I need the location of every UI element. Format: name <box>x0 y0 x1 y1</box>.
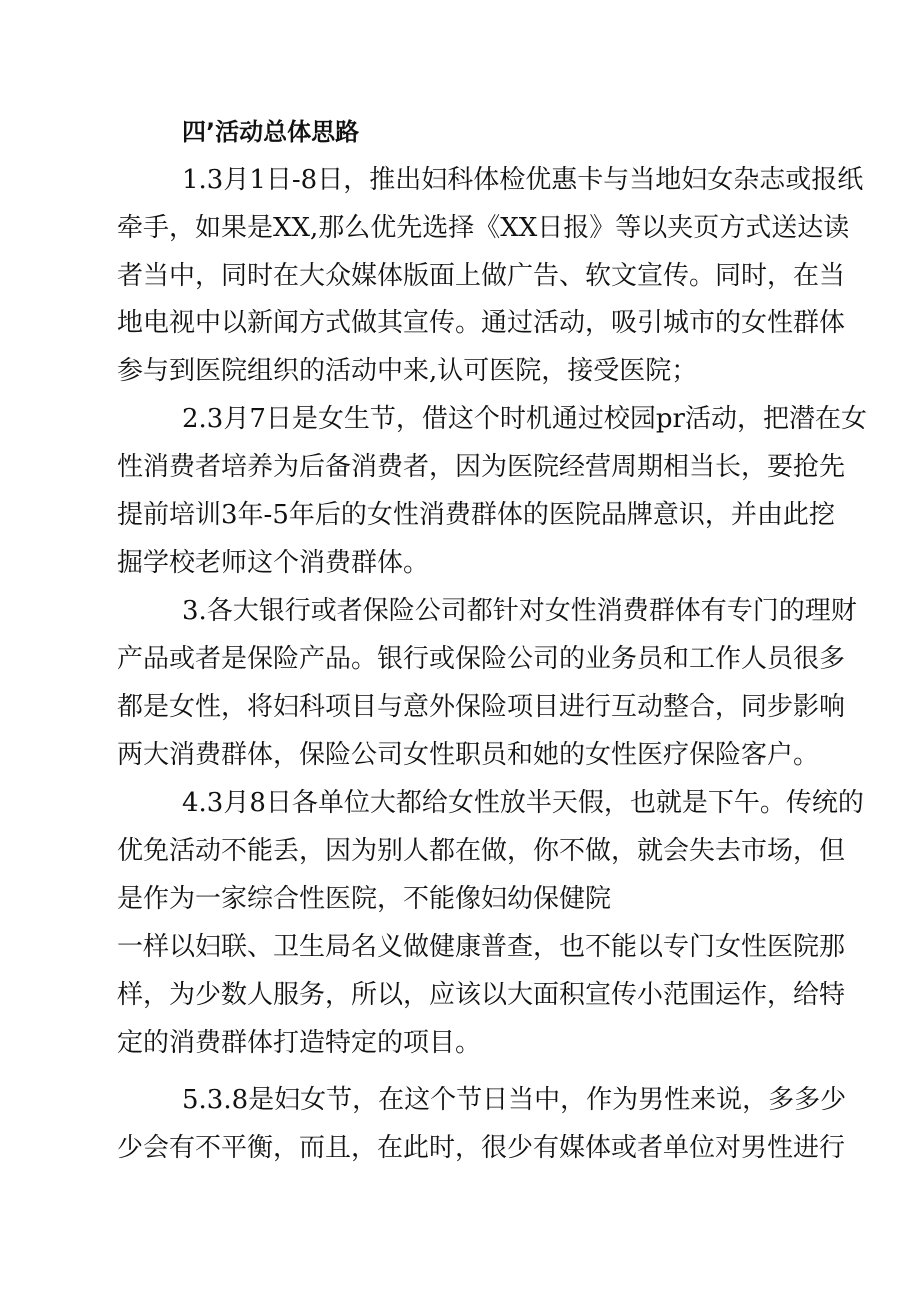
paragraph-1-line-5: 参与到医院组织的活动中来,认可医院，接受医院； <box>117 356 698 386</box>
paragraph-3-line-2: 产品或者是保险产品。银行或保险公司的业务员和工作人员很多 <box>117 644 846 674</box>
paragraph-4-line-4: 一样以妇联、卫生局名义做健康普查，也不能以专门女性医院那 <box>117 932 846 962</box>
paragraph-2-line-2: 性消费者培养为后备消费者，因为医院经营周期相当长，要抢先 <box>117 452 846 482</box>
paragraph-1-line-4: 地电视中以新闻方式做其宣传。通过活动，吸引城市的女性群体 <box>117 308 846 338</box>
paragraph-2-line-4: 掘学校老师这个消费群体。 <box>117 548 430 578</box>
paragraph-1-line-3: 者当中，同时在大众媒体版面上做广告、软文宣传。同时，在当 <box>117 261 846 291</box>
paragraph-4-line-2: 优免活动不能丢，因为别人都在做，你不做，就会失去市场，但 <box>117 836 846 866</box>
paragraph-2-line-3: 提前培训3年-5年后的女性消费群体的医院品牌意识，并由此挖 <box>117 500 835 530</box>
paragraph-5-line-1: 5.3.8是妇女节，在这个节日当中，作为男性来说，多多少 <box>182 1085 847 1115</box>
section-heading: 四’活动总体思路 <box>182 118 360 146</box>
paragraph-1-line-1: 1.3月1日-8日，推出妇科体检优惠卡与当地妇女杂志或报纸 <box>182 165 864 195</box>
paragraph-5-line-2: 少会有不平衡，而且，在此时，很少有媒体或者单位对男性进行 <box>117 1133 846 1163</box>
paragraph-1-line-2: 牵手，如果是XX,那么优先选择《XX日报》等以夹页方式送达读 <box>117 213 850 243</box>
paragraph-4-line-1: 4.3月8日各单位大都给女性放半天假，也就是下午。传统的 <box>182 788 864 818</box>
paragraph-3-line-3: 都是女性，将妇科项目与意外保险项目进行互动整合，同步影响 <box>117 692 846 722</box>
paragraph-4-line-5: 样，为少数人服务，所以，应该以大面积宣传小范围运作，给特 <box>117 980 846 1010</box>
paragraph-4-line-3: 是作为一家综合性医院，不能像妇幼保健院 <box>117 884 612 914</box>
paragraph-4-line-6: 定的消费群体打造特定的项目。 <box>117 1028 482 1058</box>
paragraph-3-line-4: 两大消费群体，保险公司女性职员和她的女性医疗保险客户。 <box>117 740 820 770</box>
paragraph-2-line-1: 2.3月7日是女生节，借这个时机通过校园pr活动，把潜在女 <box>182 404 867 434</box>
paragraph-3-line-1: 3.各大银行或者保险公司都针对女性消费群体有专门的理财 <box>182 596 857 626</box>
